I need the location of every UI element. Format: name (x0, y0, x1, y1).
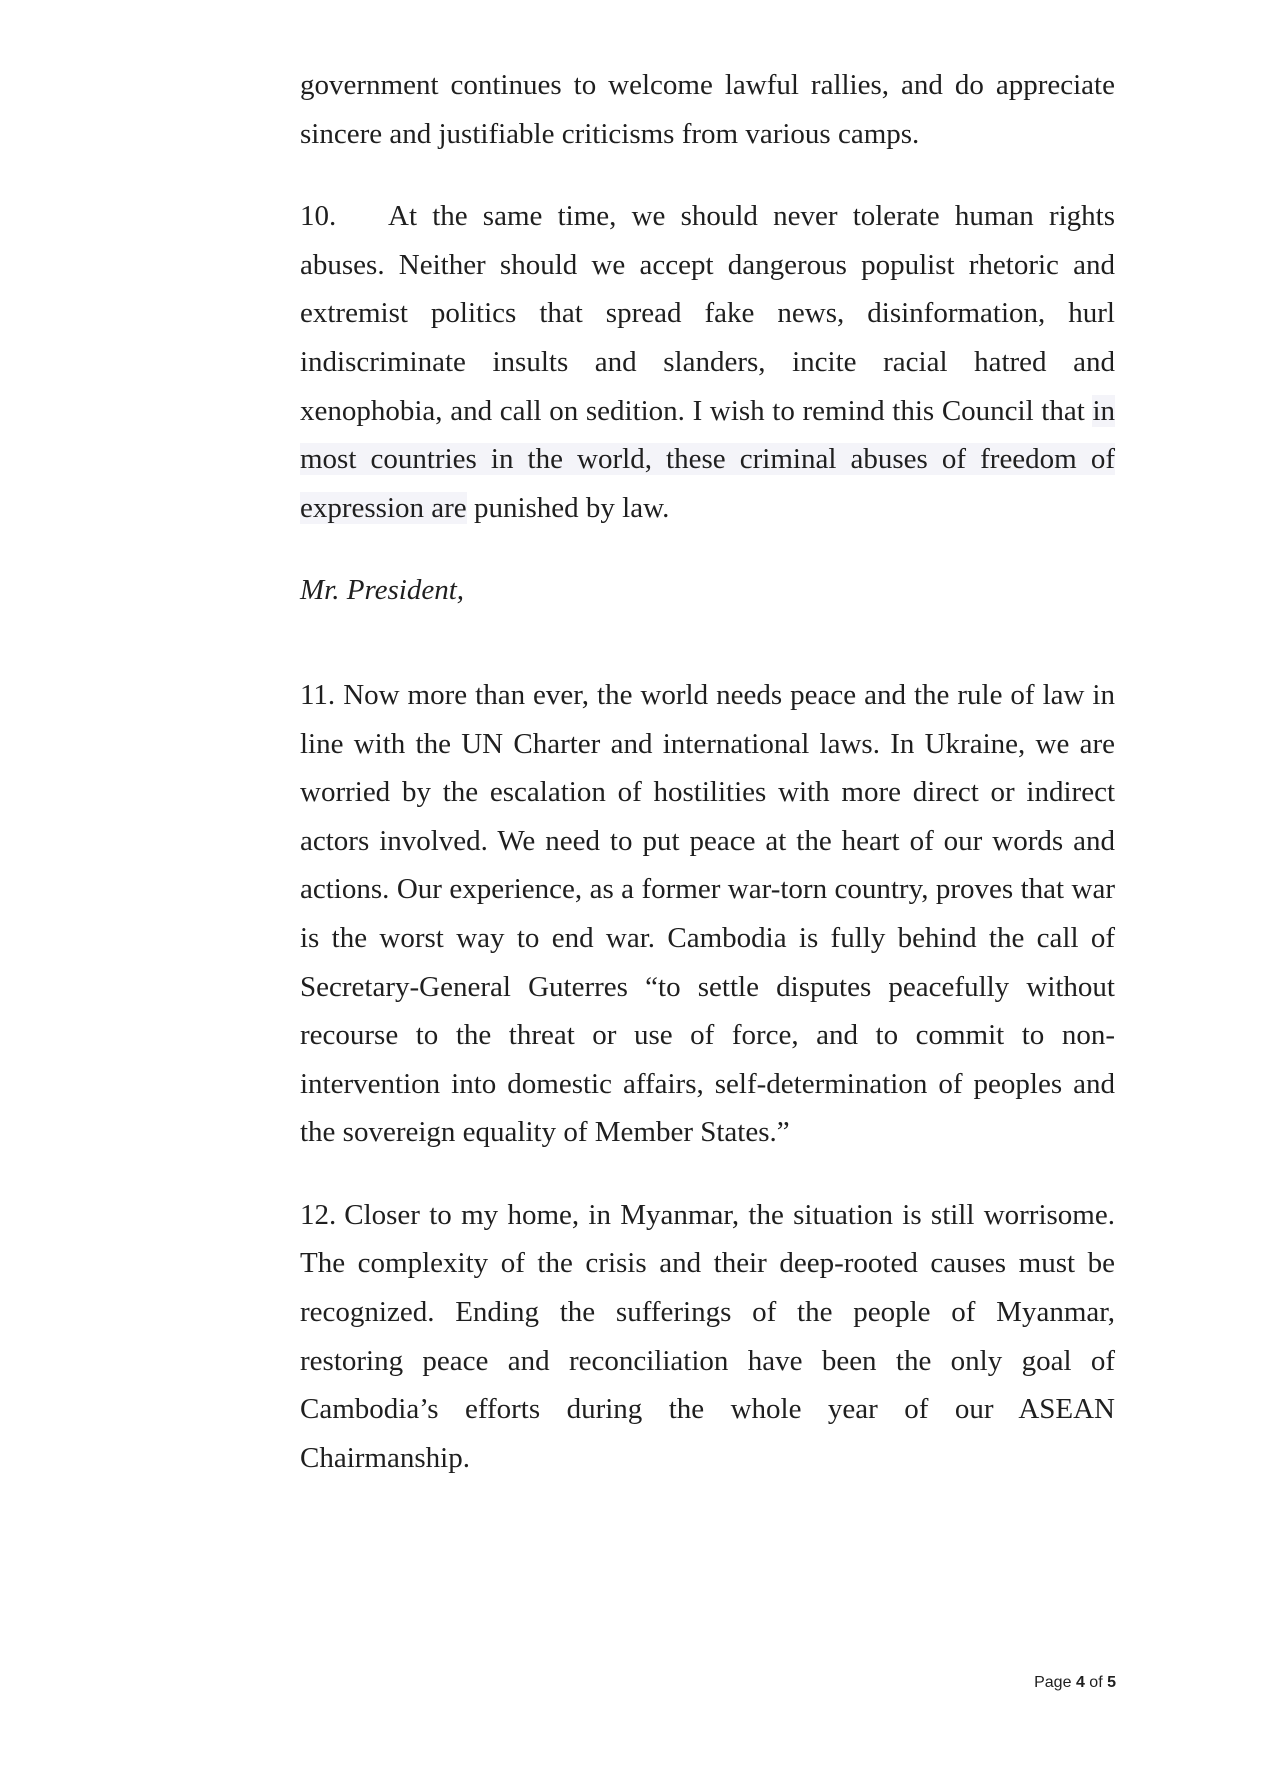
current-page: 4 (1075, 1674, 1085, 1691)
paragraph-number: 11. (300, 678, 336, 711)
paragraph-text-end: punished by law. (466, 491, 670, 524)
document-body (300, 61, 1115, 1482)
paragraph-10 (300, 192, 1115, 532)
page-word: Page (1034, 1674, 1072, 1691)
paragraph-intro: government continues to welcome lawful rallies, and do appreciate sincere and justifiable criticisms from various camps. (300, 69, 1115, 150)
paragraph-number: 12. (300, 1198, 337, 1231)
total-pages: 5 (1107, 1674, 1116, 1691)
paragraph-12 (300, 1191, 1115, 1483)
paragraph-text: Closer to my home, in Myanmar, the situation is still worrisome. The complexity of the crisis and their deep-rooted causes must be recognized. Ending the sufferings of the people of Myanmar, restoring peace and reconciliation have been the only goal of Cambodia’s efforts during the whole year of our ASEAN Chairmanship. (300, 1198, 1115, 1474)
page-number-footer (1026, 1674, 1116, 1692)
paragraph-11 (300, 671, 1115, 1157)
highlighted-text: in most countries in the world, these criminal abuses of freedom of expression are (300, 394, 1115, 524)
salutation: Mr. President, (300, 574, 465, 607)
paragraph-text: At the same time, we should never tolerate human rights abuses. Neither should we accept dangerous populist rhetoric and extremist politics that spread fake news, disinformation, hurl indiscriminate insults and slanders, incite racial hatred and xenophobia, and call on sedition. I wish to remind this Council that (300, 200, 1115, 427)
paragraph-number: 10. (300, 200, 337, 233)
paragraph-text: Now more than ever, the world needs peace and the rule of law in line with the UN Charter and international laws. In Ukraine, we are worried by the escalation of hostilities with more direct or indirect actors involved. We need to put peace at the heart of our words and actions. Our experience, as a former war-torn country, proves that war is the worst way to end war. Cambodia is fully behind the call of Secretary-General Guterres “to settle disputes peacefully without recourse to the threat or use of force, and to commit to non-intervention into domestic affairs, self-determination of peoples and the sovereign equality of Member States.” (300, 678, 1115, 1149)
of-word: of (1089, 1674, 1103, 1691)
